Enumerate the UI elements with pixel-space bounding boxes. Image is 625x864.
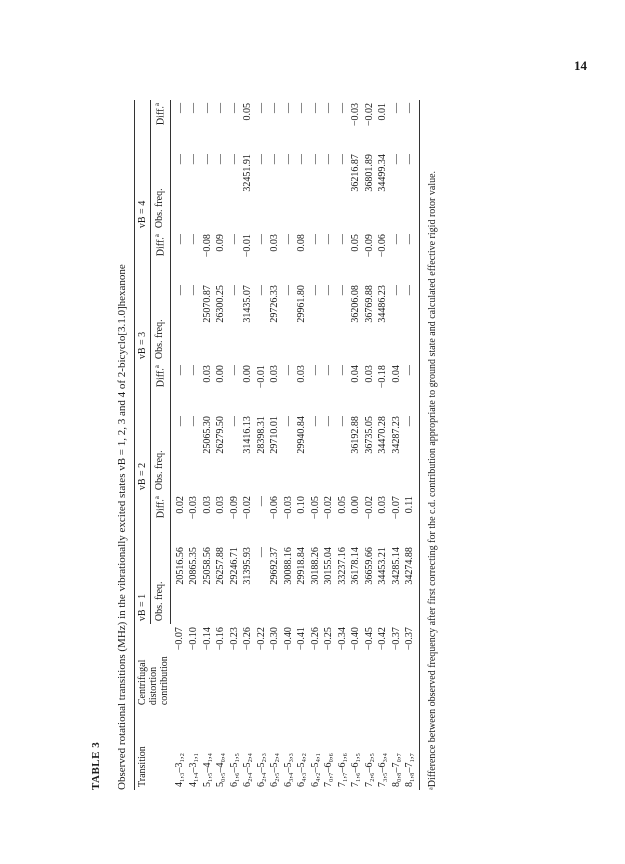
diff-cell: 0.05 <box>242 103 253 121</box>
obs-freq-cell: 36216.87 <box>350 154 361 192</box>
obs-freq-cell: 36178.14 <box>350 547 361 585</box>
cd-contribution-cell: −0.26 <box>309 627 321 651</box>
obs-freq-cell: — <box>309 285 321 296</box>
page-number: 14 <box>574 58 587 73</box>
diff-cell: 0.00 <box>350 496 361 514</box>
table-row <box>187 100 201 790</box>
header-cd-contribution: Centrifugal distortion contribution <box>135 624 171 708</box>
obs-freq-cell: — <box>390 285 402 296</box>
obs-freq-cell: 30155.04 <box>323 547 334 585</box>
cd-contribution-cell: −0.25 <box>323 627 334 651</box>
diff-cell: −0.05 <box>309 496 321 520</box>
cd-contribution-cell: −0.07 <box>174 627 186 651</box>
obs-freq-cell: 36206.08 <box>350 285 361 323</box>
cd-contribution-cell: −0.40 <box>282 627 294 651</box>
header-diff: Diff.$^a$ <box>151 231 170 282</box>
diff-cell: −0.02 <box>363 103 375 127</box>
transition-cell: 7₃,₅–6₃,₄ <box>377 753 388 787</box>
header-obs-freq: Obs. freq. <box>151 151 170 231</box>
obs-freq-cell: — <box>188 285 199 296</box>
table-caption: Observed rotational transitions (MHz) in the vibrationally excited states vB = 1, 2, 3 and 4 of 2-bicyclo[3.1.0]hexanone <box>116 264 128 790</box>
obs-freq-cell: 30188.26 <box>309 547 321 585</box>
transition-cell: 6₄,₃–5₄,₂ <box>296 753 307 787</box>
obs-freq-cell: — <box>403 413 419 493</box>
diff-cell: 0.10 <box>296 496 307 514</box>
cd-contribution-cell: −0.37 <box>403 624 419 708</box>
diff-cell: −0.02 <box>242 496 253 520</box>
diff-cell: — <box>174 234 186 245</box>
header-obs-freq: Obs. freq. <box>151 282 170 362</box>
diff-cell: — <box>188 234 199 245</box>
obs-freq-cell: 29918.84 <box>296 547 307 585</box>
table-row <box>349 100 363 790</box>
obs-freq-cell: — <box>323 154 334 165</box>
table-row <box>336 100 350 790</box>
diff-cell: −0.06 <box>269 496 280 520</box>
obs-freq-cell: — <box>228 154 240 165</box>
obs-freq-cell: — <box>403 151 419 231</box>
diff-cell: 0.08 <box>296 234 307 252</box>
transition-cell: 6₃,₄–5₃,₃ <box>282 753 294 787</box>
diff-cell: — <box>188 365 199 376</box>
obs-freq-cell: — <box>309 416 321 427</box>
obs-freq-cell: — <box>215 154 226 165</box>
obs-freq-cell: — <box>188 154 199 165</box>
obs-freq-cell: — <box>282 416 294 427</box>
obs-freq-cell: — <box>282 154 294 165</box>
transition-cell: 6₂,₅–5₂,₄ <box>269 753 280 787</box>
transition-cell: 8₀,₈–7₀,₇ <box>390 753 402 787</box>
obs-freq-cell: — <box>336 154 348 165</box>
obs-freq-cell: — <box>323 285 334 296</box>
transition-cell: 7₀,₇–6₀,₆ <box>323 753 334 787</box>
obs-freq-cell: 29940.84 <box>296 416 307 454</box>
table-row <box>268 100 282 790</box>
cd-contribution-cell: −0.10 <box>188 627 199 651</box>
table-row <box>255 100 269 790</box>
diff-cell: 0.09 <box>215 234 226 252</box>
diff-cell: −0.03 <box>350 103 361 127</box>
diff-cell: — <box>255 234 267 245</box>
obs-freq-cell: 31435.07 <box>242 285 253 323</box>
table-row <box>201 100 215 790</box>
obs-freq-cell: — <box>188 416 199 427</box>
obs-freq-cell: — <box>282 285 294 296</box>
obs-freq-cell: — <box>255 285 267 296</box>
diff-cell: — <box>403 362 419 413</box>
cd-contribution-cell: −0.22 <box>255 627 267 651</box>
table-row <box>282 100 296 790</box>
table-row <box>228 100 242 790</box>
diff-cell: 0.03 <box>296 365 307 383</box>
obs-freq-cell: 34274.88 <box>403 544 419 624</box>
diff-cell: — <box>403 231 419 282</box>
obs-freq-cell: — <box>201 154 213 165</box>
diff-cell: — <box>255 496 267 507</box>
diff-cell: 0.05 <box>350 234 361 252</box>
obs-freq-cell: — <box>323 416 334 427</box>
diff-cell: — <box>309 234 321 245</box>
diff-cell: −0.03 <box>282 496 294 520</box>
table-row <box>403 100 419 790</box>
obs-freq-cell: — <box>336 285 348 296</box>
diff-cell: 0.03 <box>215 496 226 514</box>
rotated-table-block <box>90 90 510 790</box>
diff-cell: −0.06 <box>377 234 388 258</box>
obs-freq-cell: 29726.33 <box>269 285 280 323</box>
header-obs-freq: Obs. freq. <box>151 413 170 493</box>
obs-freq-cell: 26279.50 <box>215 416 226 454</box>
cd-contribution-cell: −0.16 <box>215 627 226 651</box>
diff-cell: −0.07 <box>390 496 402 520</box>
cd-contribution-cell: −0.14 <box>201 627 213 651</box>
diff-cell: — <box>323 365 334 376</box>
obs-freq-cell: 31416.13 <box>242 416 253 454</box>
table-row <box>376 100 390 790</box>
cd-contribution-cell: −0.40 <box>350 627 361 651</box>
diff-cell: 0.01 <box>377 103 388 121</box>
diff-cell: — <box>201 103 213 113</box>
transition-cell: 7₁,₇–6₁,₆ <box>336 753 348 787</box>
obs-freq-cell: 36801.89 <box>363 154 375 192</box>
diff-cell: 0.03 <box>377 496 388 514</box>
diff-cell: — <box>336 103 348 113</box>
transition-cell: 5₀,₅–4₀,₄ <box>215 753 226 787</box>
obs-freq-cell: — <box>174 285 186 296</box>
obs-freq-cell: 34285.14 <box>390 547 402 585</box>
obs-freq-cell: 26300.25 <box>215 285 226 323</box>
obs-freq-cell: — <box>336 416 348 427</box>
diff-cell: −0.18 <box>377 365 388 389</box>
diff-cell: — <box>390 103 402 113</box>
obs-freq-cell: 25070.87 <box>201 285 213 323</box>
diff-cell: — <box>323 234 334 245</box>
diff-cell: — <box>403 100 419 151</box>
transitions-table <box>134 100 420 790</box>
diff-cell: 0.03 <box>201 496 213 514</box>
obs-freq-cell: — <box>174 416 186 427</box>
diff-cell: — <box>390 234 402 245</box>
obs-freq-cell: 34453.21 <box>377 547 388 585</box>
header-diff: Diff.$^a$ <box>151 100 170 151</box>
transition-cell: 6₂,₄–5₂,₃ <box>255 753 267 787</box>
obs-freq-cell: 36769.88 <box>363 285 375 323</box>
diff-cell: 0.00 <box>215 365 226 383</box>
obs-freq-cell: 25065.30 <box>201 416 213 454</box>
header-group-v1: vB = 1 <box>135 493 151 624</box>
diff-cell: — <box>309 103 321 113</box>
header-diff: Diff.$^a$ <box>151 493 170 544</box>
transition-cell: 8₁,₈–7₁,₇ <box>403 708 419 790</box>
diff-cell: 0.03 <box>269 365 280 383</box>
obs-freq-cell: 36192.88 <box>350 416 361 454</box>
cd-contribution-cell: −0.41 <box>296 627 307 651</box>
cd-contribution-cell: −0.42 <box>377 627 388 651</box>
header-diff: Diff.$^a$ <box>151 362 170 413</box>
diff-cell: — <box>282 103 294 113</box>
diff-cell: — <box>228 234 240 245</box>
table-label: TABLE 3 <box>90 741 102 790</box>
obs-freq-cell: — <box>174 154 186 165</box>
table-row <box>170 100 187 790</box>
obs-freq-cell: 32451.91 <box>242 154 253 192</box>
table-row <box>363 100 377 790</box>
diff-cell: — <box>323 103 334 113</box>
transition-cell: 5₁,₅–4₁,₄ <box>201 753 213 787</box>
table-row <box>214 100 228 790</box>
obs-freq-cell: 26257.88 <box>215 547 226 585</box>
cd-contribution-cell: −0.26 <box>242 627 253 651</box>
transition-cell: 6₄,₂–5₄,₁ <box>309 753 321 787</box>
diff-cell: 0.05 <box>336 496 348 514</box>
diff-cell: — <box>228 103 240 113</box>
table-row <box>322 100 336 790</box>
obs-freq-cell: 20865.35 <box>188 547 199 585</box>
diff-cell: 0.00 <box>242 365 253 383</box>
obs-freq-cell: — <box>228 416 240 427</box>
table-row <box>309 100 323 790</box>
cd-contribution-cell: −0.45 <box>363 627 375 651</box>
cd-contribution-cell: −0.30 <box>269 627 280 651</box>
diff-cell: — <box>188 103 199 113</box>
diff-cell: −0.03 <box>188 496 199 520</box>
obs-freq-cell: 30088.16 <box>282 547 294 585</box>
obs-freq-cell: — <box>390 154 402 165</box>
obs-freq-cell: 36735.05 <box>363 416 375 454</box>
diff-cell: — <box>336 234 348 245</box>
diff-cell: 0.11 <box>403 493 419 544</box>
diff-cell: −0.02 <box>363 496 375 520</box>
transition-cell: 6₂,₄–5₂,₄ <box>242 753 253 787</box>
diff-cell: 0.03 <box>201 365 213 383</box>
diff-cell: — <box>174 365 186 376</box>
table-body <box>170 100 419 790</box>
transition-cell: 4₁,₃–3₁,₂ <box>174 753 186 787</box>
header-group-v3: vB = 3 <box>135 231 151 362</box>
diff-cell: — <box>255 103 267 113</box>
obs-freq-cell: 34486.23 <box>377 285 388 323</box>
obs-freq-cell: — <box>255 547 267 558</box>
cd-contribution-cell: −0.34 <box>336 627 348 651</box>
diff-cell: — <box>174 103 186 113</box>
diff-cell: — <box>296 103 307 113</box>
diff-cell: 0.04 <box>350 365 361 383</box>
obs-freq-cell: — <box>296 154 307 165</box>
diff-cell: — <box>309 365 321 376</box>
diff-cell: — <box>282 234 294 245</box>
header-group-v2: vB = 2 <box>135 362 151 493</box>
obs-freq-cell: 34287.23 <box>390 416 402 454</box>
diff-cell: — <box>215 103 226 113</box>
diff-cell: −0.08 <box>201 234 213 258</box>
obs-freq-cell: 29246.71 <box>228 547 240 585</box>
table-row <box>390 100 404 790</box>
diff-cell: −0.01 <box>255 365 267 389</box>
obs-freq-cell: 34499.34 <box>377 154 388 192</box>
obs-freq-cell: — <box>309 154 321 165</box>
cd-contribution-cell: −0.37 <box>390 627 402 651</box>
diff-cell: 0.02 <box>174 496 186 514</box>
obs-freq-cell: 29961.80 <box>296 285 307 323</box>
obs-freq-cell: — <box>403 282 419 362</box>
obs-freq-cell: — <box>255 154 267 165</box>
obs-freq-cell: 31395.93 <box>242 547 253 585</box>
transition-cell: 7₂,₆–6₂,₅ <box>363 753 375 787</box>
obs-freq-cell: — <box>269 154 280 165</box>
diff-cell: −0.01 <box>242 234 253 258</box>
diff-cell: — <box>282 365 294 376</box>
diff-cell: — <box>269 103 280 113</box>
cd-contribution-cell: −0.23 <box>228 627 240 651</box>
header-group-v4: vB = 4 <box>135 100 151 231</box>
diff-cell: −0.09 <box>363 234 375 258</box>
obs-freq-cell: — <box>228 285 240 296</box>
obs-freq-cell: 36659.66 <box>363 547 375 585</box>
obs-freq-cell: 29710.01 <box>269 416 280 454</box>
obs-freq-cell: 34470.28 <box>377 416 388 454</box>
transition-cell: 7₁,₆–6₁,₅ <box>350 753 361 787</box>
diff-cell: 0.04 <box>390 365 402 383</box>
transition-cell: 4₁,₄–3₁,₁ <box>188 753 199 787</box>
table-row <box>295 100 309 790</box>
diff-cell: — <box>336 365 348 376</box>
header-obs-freq: Obs. freq. <box>151 544 170 624</box>
diff-cell: −0.02 <box>323 496 334 520</box>
obs-freq-cell: 28398.31 <box>255 416 267 454</box>
diff-cell: 0.03 <box>363 365 375 383</box>
obs-freq-cell: 20516.56 <box>174 547 186 585</box>
diff-cell: 0.03 <box>269 234 280 252</box>
obs-freq-cell: 29692.37 <box>269 547 280 585</box>
obs-freq-cell: 33237.16 <box>336 547 348 585</box>
diff-cell: −0.09 <box>228 496 240 520</box>
transition-cell: 6₁,₆–5₁,₅ <box>228 753 240 787</box>
table-row <box>241 100 255 790</box>
obs-freq-cell: 25058.56 <box>201 547 213 585</box>
diff-cell: — <box>228 365 240 376</box>
table-footnote: ᵃDifference between observed frequency after first correcting for the c.d. contribution appropriate to ground state and calculated effective rigid rotor value. <box>426 170 438 790</box>
header-transition: Transition <box>135 708 171 790</box>
